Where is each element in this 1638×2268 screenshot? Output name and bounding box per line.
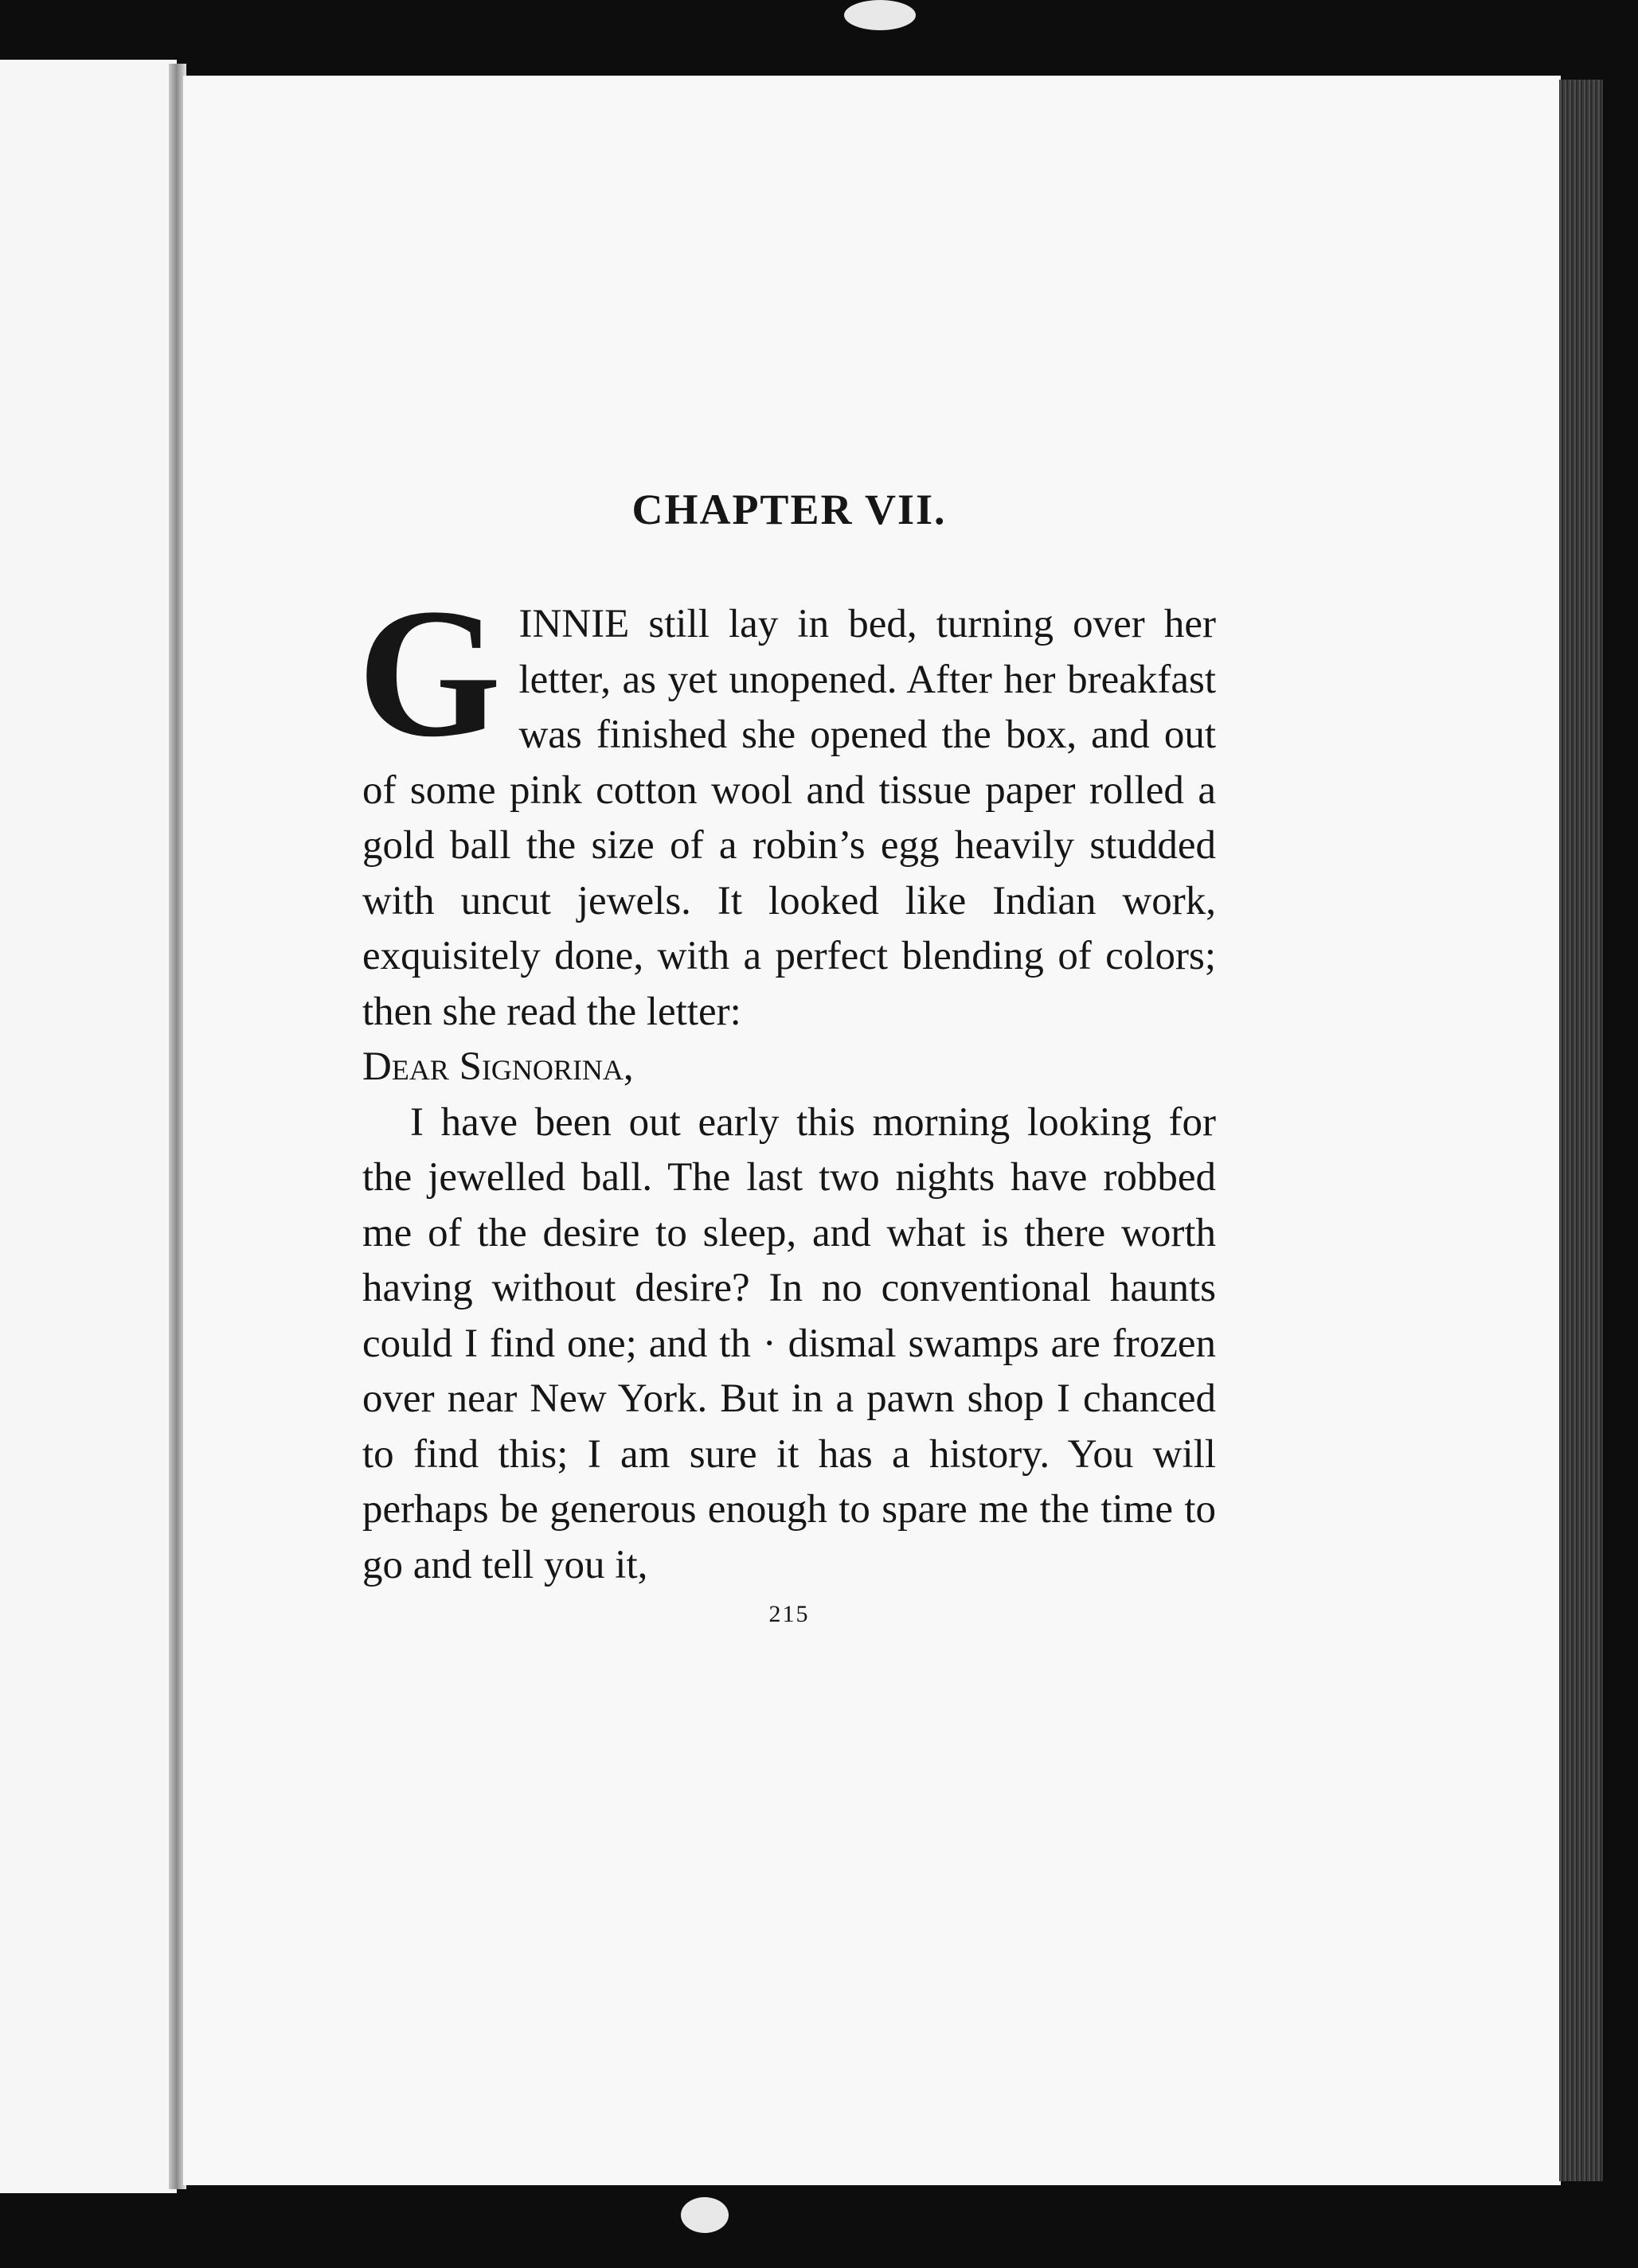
scan-blot-bottom (681, 2197, 729, 2233)
drop-cap: G (358, 571, 502, 775)
scan-blot-top (844, 0, 916, 30)
page-text (358, 478, 1216, 1628)
letter-body: I have been out early this morning looking for the jewelled ball. The last two nights have robbed me of the desire to sleep, and what is there worth having without desire? In no conventional haunts could I find one; and th · dismal swamps are frozen over near New York. But in a pawn shop I chanced to find this; I am sure it has a history. You will perhaps be generous enough to spare me the time to go and tell you it, (362, 1099, 1216, 1587)
chapter-title: CHAPTER VII. (631, 486, 947, 533)
page-stack-edge (1559, 80, 1603, 2181)
letter-salutation: Dear Signorina, (362, 1044, 634, 1089)
left-page-edge (0, 60, 177, 2193)
opening-paragraph-text: INNIE still lay in bed, turning over her letter, as yet unopened. After her breakfast was finished she opened the box, and out of some pink cotton wool and tissue paper rolled a gold ball the size of a robin’s egg heavily studded with uncut jewels. It looked like Indian work, exquisitely done, with a perfect blending of colors; then she read the letter: (362, 602, 1216, 1034)
page-number: 215 (768, 1601, 810, 1627)
opening-paragraph (358, 571, 1216, 1040)
